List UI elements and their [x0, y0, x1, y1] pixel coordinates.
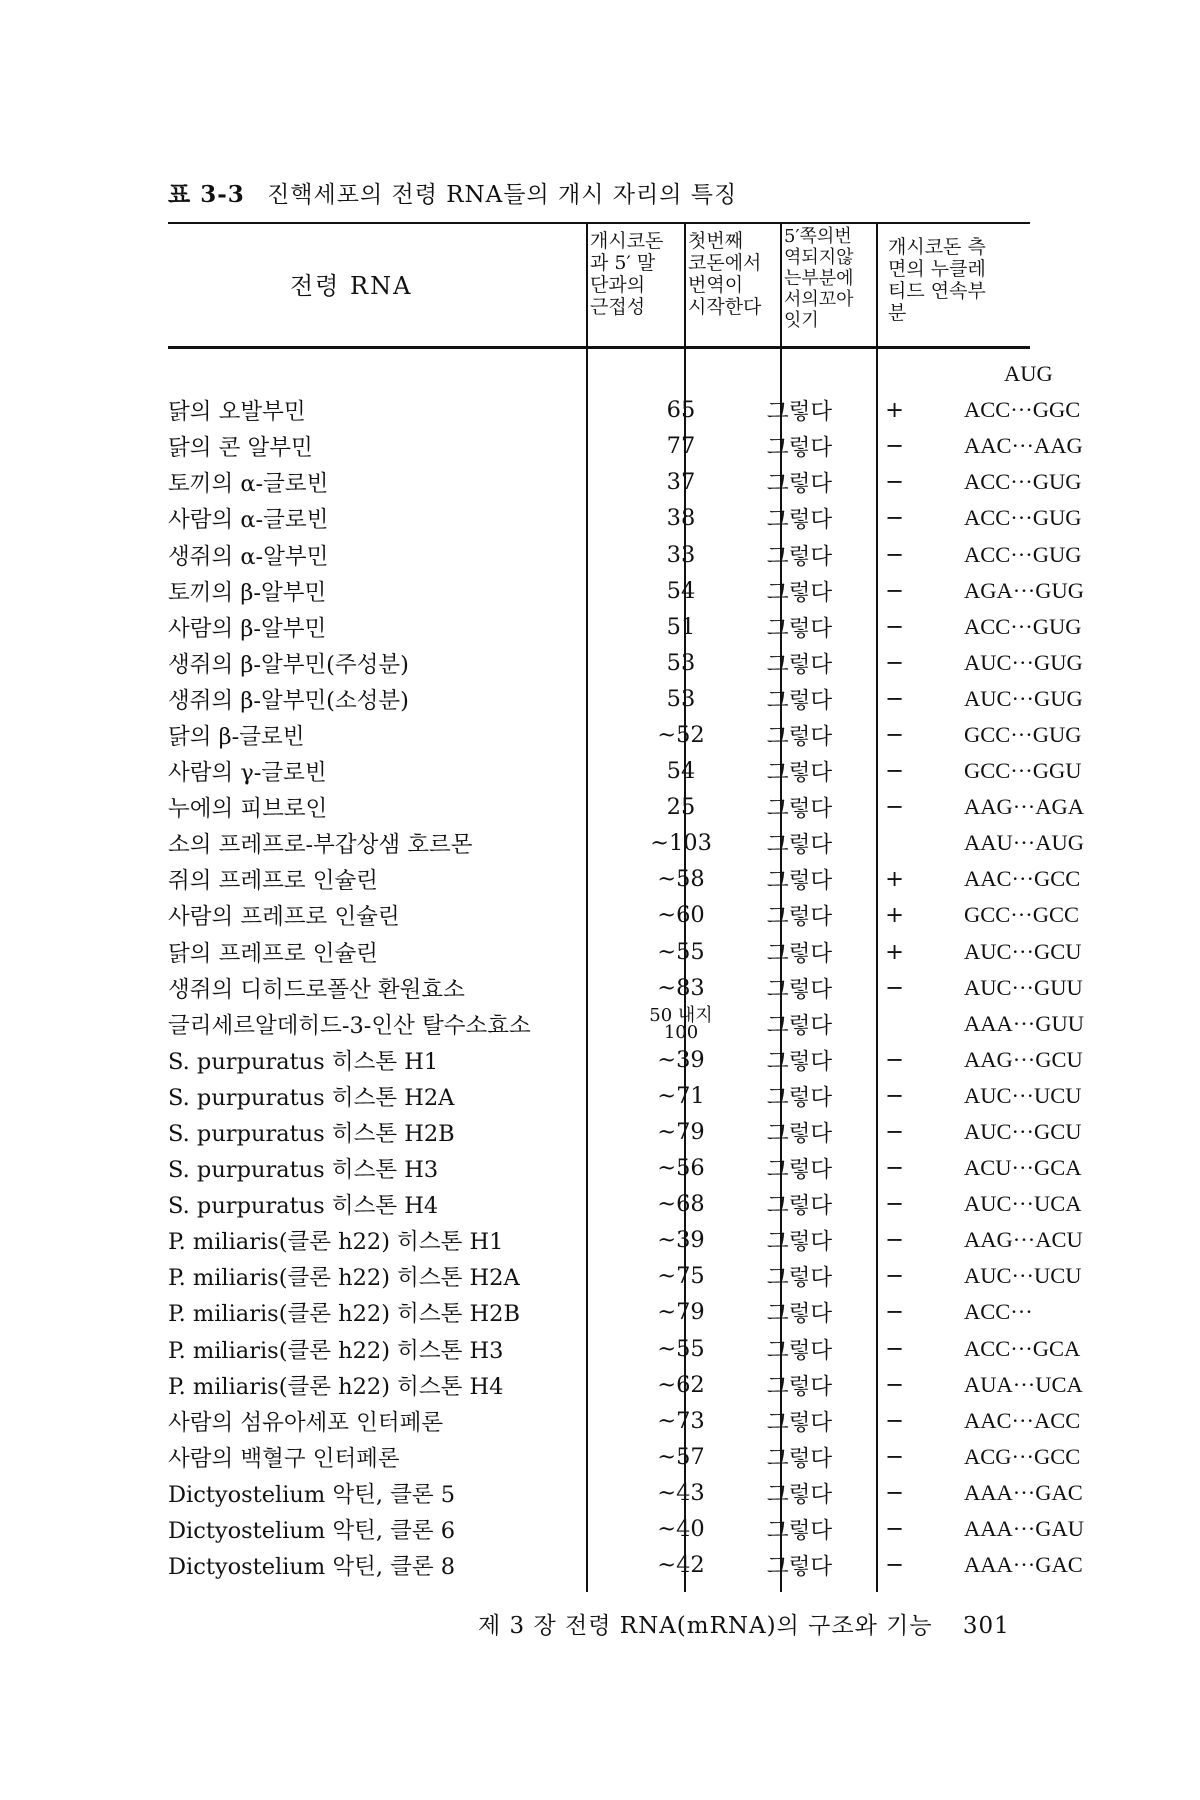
chapter-title: 제 3 장 전령 RNA(mRNA)의 구조와 기능 [478, 1613, 933, 1639]
rna-name: 누에의 피브로인 [168, 796, 328, 823]
hairpin-value: − [885, 469, 904, 496]
flanking-sequence: AUC···UCU [964, 1082, 1082, 1108]
first-codon-value: 그렇다 [766, 1409, 833, 1436]
table-row [168, 645, 1134, 681]
distance-value: ~55 [657, 1335, 705, 1362]
flanking-sequence: ACC··· [964, 1299, 1033, 1325]
rna-name: 사람의 β-알부민 [168, 615, 327, 642]
first-codon-value: 그렇다 [766, 868, 833, 895]
flanking-sequence: AAA···GUU [964, 1010, 1084, 1036]
table-row [168, 897, 1134, 933]
first-codon-value: 그렇다 [766, 1445, 833, 1472]
table-row [168, 500, 1134, 536]
distance-value: ~73 [657, 1407, 705, 1434]
hairpin-value: − [885, 1227, 904, 1254]
hairpin-value: − [885, 1443, 904, 1470]
table-row [168, 536, 1134, 572]
table-row [168, 609, 1134, 645]
table-row [168, 1042, 1134, 1078]
table-row [168, 1258, 1134, 1294]
hairpin-value: − [885, 685, 904, 712]
rna-name: 생쥐의 α-알부민 [168, 543, 329, 570]
flanking-sequence: AUC···UCU [964, 1263, 1082, 1289]
table-row [168, 356, 1134, 392]
hairpin-value: − [885, 505, 904, 532]
hairpin-value [847, 1006, 942, 1042]
rna-name: 토끼의 α-글로빈 [168, 471, 329, 498]
flanking-sequence: ACG···GCC [964, 1443, 1081, 1469]
flanking-sequence: AAA···GAU [964, 1516, 1084, 1542]
flanking-sequence: GCC···GUG [964, 721, 1082, 747]
distance-value: ~68 [657, 1191, 705, 1218]
flanking-sequence: AAG···ACU [964, 1227, 1083, 1253]
table-row [168, 825, 1134, 861]
rna-name: 사람의 α-글로빈 [168, 507, 329, 534]
rna-name: 생쥐의 β-알부민(소성분) [168, 687, 409, 714]
hairpin-value [847, 825, 942, 861]
distance-value: ~39 [657, 1046, 705, 1073]
table-row [168, 1511, 1134, 1547]
header-first-codon: 첫번째 코돈에서 번역이 시작한다 [688, 230, 762, 318]
distance-value: 51 [666, 613, 696, 640]
distance-value: ~103 [650, 830, 712, 857]
table-row [168, 934, 1134, 970]
table-row [168, 1006, 1134, 1042]
rna-name: 글리세르알데히드-3-인산 탈수소효소 [168, 1012, 531, 1039]
first-codon-value: 그렇다 [766, 615, 833, 642]
aug-label: AUG [1004, 361, 1053, 387]
hairpin-value: − [885, 649, 904, 676]
distance-value: ~43 [657, 1479, 705, 1506]
hairpin-value: − [885, 758, 904, 785]
first-codon-value: 그렇다 [766, 723, 833, 750]
table-row [168, 1547, 1134, 1583]
rna-name: S. purpuratus 히스톤 H3 [168, 1157, 439, 1184]
header-rule [168, 346, 1030, 349]
hairpin-value: − [885, 1516, 904, 1543]
distance-value: ~79 [657, 1299, 705, 1326]
first-codon-value: 그렇다 [766, 435, 833, 462]
distance-value: ~39 [657, 1227, 705, 1254]
table-row [168, 753, 1134, 789]
flanking-sequence: AUC···GUG [964, 649, 1083, 675]
first-codon-value: 그렇다 [766, 1265, 833, 1292]
hairpin-value: + [885, 866, 904, 893]
rna-name: Dictyostelium 악틴, 클론 6 [168, 1518, 456, 1545]
top-rule [168, 222, 1030, 224]
first-codon-value: 그렇다 [766, 1337, 833, 1364]
hairpin-value: − [885, 1119, 904, 1146]
table-row [168, 1367, 1134, 1403]
distance-value: ~62 [657, 1371, 705, 1398]
hairpin-value: − [885, 1479, 904, 1506]
first-codon-value: 그렇다 [766, 1193, 833, 1220]
rna-name: S. purpuratus 히스톤 H1 [168, 1048, 439, 1075]
distance-value: ~83 [657, 974, 705, 1001]
first-codon-value: 그렇다 [766, 832, 833, 859]
rna-name: 닭의 콘 알부민 [168, 435, 313, 462]
distance-value: 38 [666, 505, 696, 532]
hairpin-value: − [885, 1299, 904, 1326]
distance-value: ~79 [657, 1119, 705, 1146]
flanking-sequence: AAC···GCC [964, 866, 1081, 892]
rna-name: 닭의 오발부민 [168, 399, 306, 426]
distance-value: 54 [666, 758, 696, 785]
hairpin-value: − [885, 1046, 904, 1073]
hairpin-value: − [885, 974, 904, 1001]
table-caption [168, 176, 737, 209]
flanking-sequence: AUA···UCA [964, 1371, 1083, 1397]
rna-name: 사람의 백혈구 인터페론 [168, 1445, 400, 1472]
first-codon-value: 그렇다 [766, 1048, 833, 1075]
first-codon-value: 그렇다 [766, 399, 833, 426]
distance-value: 65 [666, 397, 696, 424]
first-codon-value: 그렇다 [766, 1229, 833, 1256]
hairpin-value: + [885, 938, 904, 965]
rna-name: P. miliaris(클론 h22) 히스톤 H3 [168, 1337, 504, 1364]
rna-name: 생쥐의 디히드로폴산 환원효소 [168, 976, 465, 1003]
table-row [168, 970, 1134, 1006]
first-codon-value: 그렇다 [766, 1518, 833, 1545]
rna-name: 닭의 프레프로 인슐린 [168, 940, 378, 967]
header-hairpin: 5′쪽의번 역되지않 는부분에 서의꼬아 잇기 [784, 226, 854, 331]
table-row [168, 1114, 1134, 1150]
flanking-sequence: GCC···GCC [964, 902, 1080, 928]
header-rna: 전령 RNA [290, 272, 413, 300]
flanking-sequence: AAA···GAC [964, 1552, 1083, 1578]
rna-name: P. miliaris(클론 h22) 히스톤 H4 [168, 1373, 504, 1400]
rna-name: P. miliaris(클론 h22) 히스톤 H1 [168, 1229, 504, 1256]
rna-name: 소의 프레프로-부갑상샘 호르몬 [168, 832, 473, 859]
first-codon-value: 그렇다 [766, 543, 833, 570]
flanking-sequence: ACU···GCA [964, 1155, 1082, 1181]
flanking-sequence: ACC···GUG [964, 613, 1082, 639]
flanking-sequence: ACC···GUG [964, 541, 1082, 567]
table-row [168, 573, 1134, 609]
rna-name: 사람의 γ-글로빈 [168, 760, 327, 787]
hairpin-value: − [885, 1082, 904, 1109]
rna-name: 토끼의 β-알부민 [168, 579, 327, 606]
table-row [168, 681, 1134, 717]
table-row [168, 428, 1134, 464]
page-footer [478, 1607, 1010, 1640]
distance-value: ~42 [657, 1552, 705, 1579]
distance-value: 25 [666, 794, 696, 821]
first-codon-value: 그렇다 [766, 1373, 833, 1400]
first-codon-value: 그렇다 [766, 687, 833, 714]
flanking-sequence: AUC···GUG [964, 685, 1083, 711]
table-row [168, 1186, 1134, 1222]
rna-name: 쥐의 프레프로 인슐린 [168, 868, 378, 895]
table-row [168, 1475, 1134, 1511]
table-row [168, 861, 1134, 897]
table-title: 진핵세포의 전령 RNA들의 개시 자리의 특징 [267, 182, 738, 208]
distance-value: ~71 [657, 1082, 705, 1109]
hairpin-value: − [885, 577, 904, 604]
first-codon-value: 그렇다 [766, 1157, 833, 1184]
flanking-sequence: AAA···GAC [964, 1479, 1083, 1505]
flanking-sequence: AUC···GCU [964, 938, 1082, 964]
rna-name: S. purpuratus 히스톤 H4 [168, 1193, 439, 1220]
table-row [168, 1331, 1134, 1367]
rna-name: Dictyostelium 악틴, 클론 8 [168, 1554, 456, 1581]
first-codon-value: 그렇다 [766, 760, 833, 787]
hairpin-value: − [885, 1371, 904, 1398]
rna-name: Dictyostelium 악틴, 클론 5 [168, 1481, 456, 1508]
hairpin-value: − [885, 1552, 904, 1579]
first-codon-value: 그렇다 [766, 976, 833, 1003]
first-codon-value: 그렇다 [766, 1012, 833, 1039]
first-codon-value: 그렇다 [766, 796, 833, 823]
distance-value: 53 [666, 649, 696, 676]
distance-value: ~60 [657, 902, 705, 929]
rna-name: 생쥐의 β-알부민(주성분) [168, 651, 409, 678]
flanking-sequence: AAC···AAG [964, 433, 1083, 459]
table-row [168, 1403, 1134, 1439]
hairpin-value: − [885, 1155, 904, 1182]
distance-value: 54 [666, 577, 696, 604]
first-codon-value: 그렇다 [766, 1301, 833, 1328]
hairpin-value: − [885, 1263, 904, 1290]
first-codon-value: 그렇다 [766, 471, 833, 498]
distance-value: 37 [666, 469, 696, 496]
flanking-sequence: ACC···GUG [964, 505, 1082, 531]
table-row [168, 1222, 1134, 1258]
rna-table [168, 356, 1134, 1583]
hairpin-value: − [885, 433, 904, 460]
flanking-sequence: AAG···GCU [964, 1046, 1083, 1072]
distance-value: 77 [666, 433, 696, 460]
hairpin-value: − [885, 794, 904, 821]
flanking-sequence: AUC···GCU [964, 1119, 1082, 1145]
first-codon-value: 그렇다 [766, 904, 833, 931]
table-label: 표 3-3 [168, 181, 245, 208]
first-codon-value: 그렇다 [766, 1121, 833, 1148]
hairpin-value: − [885, 1407, 904, 1434]
rna-name: S. purpuratus 히스톤 H2A [168, 1084, 455, 1111]
distance-value: ~75 [657, 1263, 705, 1290]
flanking-sequence: ACC···GUG [964, 469, 1082, 495]
rna-name: 사람의 섬유아세포 인터페론 [168, 1409, 444, 1436]
rna-name: P. miliaris(클론 h22) 히스톤 H2A [168, 1265, 520, 1292]
distance-value: ~52 [657, 721, 705, 748]
rna-name: P. miliaris(클론 h22) 히스톤 H2B [168, 1301, 521, 1328]
flanking-sequence: AAC···ACC [964, 1407, 1081, 1433]
header-flanking: 개시코돈 측 면의 누클레 티드 연속부 분 [888, 236, 986, 324]
distance-value: 53 [666, 685, 696, 712]
table-row [168, 717, 1134, 753]
first-codon-value: 그렇다 [766, 1554, 833, 1581]
table-row [168, 1439, 1134, 1475]
page-number: 301 [962, 1613, 1010, 1639]
distance-value: ~57 [657, 1443, 705, 1470]
flanking-sequence: ACC···GGC [964, 397, 1081, 423]
flanking-sequence: AUC···GUU [964, 974, 1083, 1000]
table-row [168, 1150, 1134, 1186]
flanking-sequence: AGA···GUG [964, 577, 1084, 603]
distance-value: 33 [666, 541, 696, 568]
table-row [168, 789, 1134, 825]
distance-value: ~56 [657, 1155, 705, 1182]
distance-value: 50 내지 100 [649, 1004, 713, 1043]
flanking-sequence: ACC···GCA [964, 1335, 1081, 1361]
table-row [168, 1078, 1134, 1114]
first-codon-value: 그렇다 [766, 1084, 833, 1111]
hairpin-value: − [885, 1191, 904, 1218]
first-codon-value: 그렇다 [766, 651, 833, 678]
header-distance: 개시코돈 과 5′ 말 단과의 근접성 [590, 230, 664, 318]
hairpin-value: + [885, 902, 904, 929]
distance-value: ~40 [657, 1516, 705, 1543]
first-codon-value: 그렇다 [766, 507, 833, 534]
first-codon-value: 그렇다 [766, 940, 833, 967]
distance-value: ~58 [657, 866, 705, 893]
hairpin-value: − [885, 541, 904, 568]
first-codon-value: 그렇다 [766, 1481, 833, 1508]
hairpin-value: − [885, 613, 904, 640]
first-codon-value: 그렇다 [766, 579, 833, 606]
distance-value: ~55 [657, 938, 705, 965]
rna-name: 사람의 프레프로 인슐린 [168, 904, 400, 931]
table-row [168, 464, 1134, 500]
rna-name: 닭의 β-글로빈 [168, 723, 305, 750]
hairpin-value: − [885, 721, 904, 748]
hairpin-value: − [885, 1335, 904, 1362]
table-row [168, 1294, 1134, 1330]
flanking-sequence: AAU···AUG [964, 830, 1084, 856]
hairpin-value: + [885, 397, 904, 424]
flanking-sequence: GCC···GGU [964, 758, 1082, 784]
rna-table-body [168, 356, 1134, 1583]
flanking-sequence: AUC···UCA [964, 1191, 1082, 1217]
flanking-sequence: AAG···AGA [964, 794, 1084, 820]
rna-name: S. purpuratus 히스톤 H2B [168, 1121, 455, 1148]
table-row [168, 392, 1134, 428]
